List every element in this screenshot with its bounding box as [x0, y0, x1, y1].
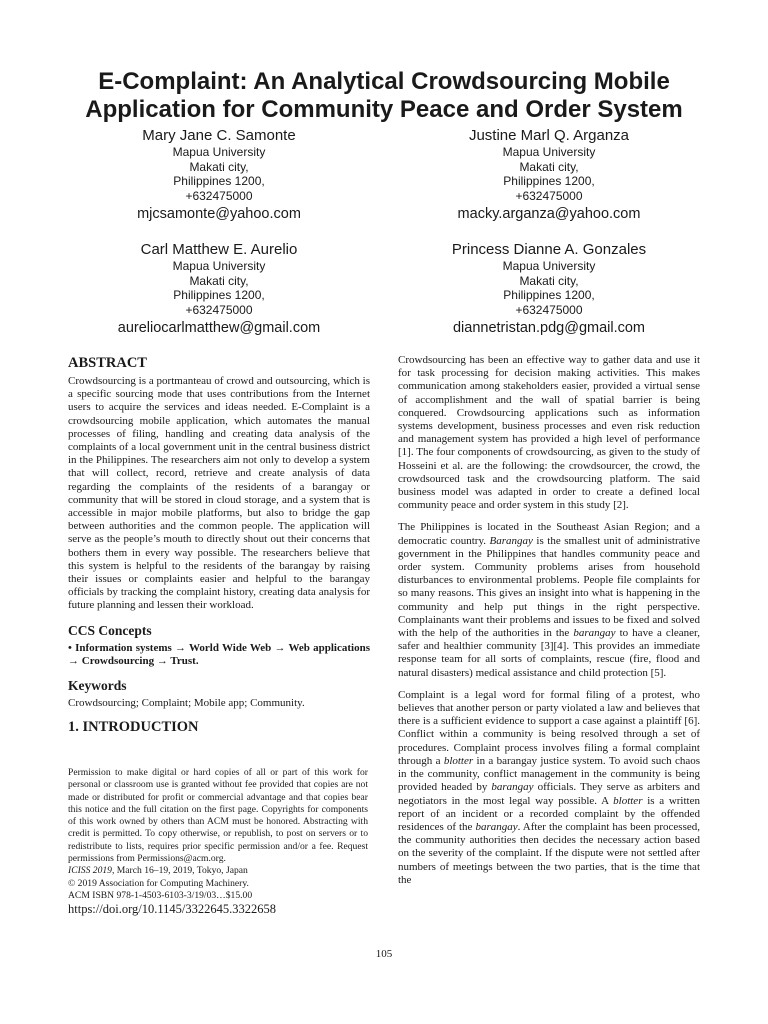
author-block-4 [409, 241, 689, 337]
author-university: Mapua University [502, 259, 596, 273]
keywords-heading: Keywords [68, 678, 127, 694]
permission-text: Permission to make digital or hard copies of all or part of this work for personal or classroom use is granted without fee provided that copies are not made or distributed for profit or commercial advantage and that copies bear this notice and the full citation on the first page. Copyrights for components of this work owned by others than ACM must be honored. Abstracting with credit is permitted. To copy otherwise, or republish, to post on servers or to redistribute to lists, requires prior specific permission and/or a fee. Request permissions from Permissions@acm.org. [68, 767, 368, 865]
author-name: Mary Jane C. Samonte [142, 127, 296, 144]
text-run: in a barangay justice system. To avoid such chaos in the community, conflict management in the community is being provided headed by [398, 754, 700, 794]
author-city: Makati city, [519, 159, 579, 174]
author-phone: +632475000 [185, 188, 253, 203]
paper-title [40, 68, 728, 124]
author-university: Mapua University [172, 259, 266, 273]
author-country: Philippines 1200, [173, 288, 265, 303]
text-run: Complaint is a legal word for formal filing of a protest, who believes that another person or party violated a law and believes that there is a sufficient evidence to support a case against a plaintiff [6]. Conflict within a community is being resolved through a set of procedures. Complaint process involves filing a formal complaint through a [398, 688, 700, 767]
author-email[interactable]: mjcsamonte@yahoo.com [137, 206, 301, 223]
italic-term: blotter [443, 754, 474, 767]
author-city: Makati city, [519, 273, 579, 288]
conference-line [68, 865, 368, 877]
permission-block [68, 767, 368, 917]
author-email[interactable]: aureliocarlmatthew@gmail.com [117, 320, 321, 337]
paragraph-1: Crowdsourcing has been an effective way to gather data and use it for task processing for decision making activities. This makes communication among stakeholders easier, provided a virtual sense of accomplishment and the wall of spatial barrier is being conquered. Crowdsourcing applications such as information systems development, business processes and even risk reduction and management system has provided a high level of performance [1]. The four components of crowdsourcing, as given to the study of Hosseini et al. are the following: the crowdsourcer, the crowd, the crowdsourced task and the crowdsourcing platform. The said business model was adapted in order to create a defined local community peace and order system in this study [2]. [398, 354, 700, 512]
author-block-1 [79, 127, 359, 223]
author-block-3 [79, 241, 359, 337]
text-run: is the smallest unit of administrative government in the Philippines that handles community peace and order system. Community problems arises from household disturbances to environmental problems. People file complaints for so many reasons. This gives an insight into what is happening in the community and help put things in the right perspective. Complainants want their problems and issues to be fixed and solved with the help of the authorities in the [398, 534, 701, 640]
ccs-text: • Information systems → World Wide Web → Web applications → Crowdsourcing → Trust. [68, 641, 370, 667]
author-name: Justine Marl Q. Arganza [468, 127, 630, 144]
text-run: . After the complaint has been processed, the community authorities then decides the necessary action based on the severity of the complaint. If the dispute were not settled after numbers of meetings between the two parties, that is the time that the [398, 820, 700, 886]
text-run: officials. They serve as arbiters and negotiators in the most legal way possible. A [398, 781, 701, 807]
text-run: to have a cleaner, safer and healthier community [3][4]. This provides an immediate response team for all sorts of complaints, rescue (fire, flood and natural disasters) medical assistance and child protection [5]. [398, 627, 700, 679]
author-phone: +632475000 [515, 302, 583, 317]
author-phone: +632475000 [515, 188, 583, 203]
author-name: Princess Dianne A. Gonzales [451, 241, 647, 258]
author-country: Philippines 1200, [173, 174, 265, 189]
author-country: Philippines 1200, [503, 288, 595, 303]
conference-details: , March 16–19, 2019, Tokyo, Japan [111, 865, 248, 877]
italic-term: barangay [573, 627, 616, 640]
author-block-2 [409, 127, 689, 223]
italic-term: Barangay [489, 534, 533, 547]
introduction-heading: 1. INTRODUCTION [68, 719, 199, 736]
author-name: Carl Matthew E. Aurelio [140, 241, 298, 258]
author-email[interactable]: macky.arganza@yahoo.com [457, 206, 641, 223]
abstract-heading: ABSTRACT [68, 355, 147, 371]
ccs-heading: CCS Concepts [68, 622, 152, 638]
doi-link[interactable]: https://doi.org/10.1145/3322645.3322658 [68, 902, 276, 917]
title-line-2: Application for Community Peace and Order System [85, 96, 683, 123]
abstract-text: Crowdsourcing is a portmanteau of crowd and outsourcing, which is a specific sourcing mode that uses contributions from the Internet users to acquire the services and ideas needed. E-Complaint is a crowdsourcing mobile application, which automates the manual processes of filing, handling and creating data analysis of the complaints of a local government unit in the central business district in the Philippines. The researchers aim not only to develop a system that will collect, record, retrieve and create analysis of data regarding the complaints of the residents of a barangay or community that will be stored in cloud storage, and a system that is accessible in major mobile platforms, but also to bridge the gap between authorities and the common people. The application will serve as the people’s mouth to directly shout out their concerns that bothers them in every way possible. The researchers believe that this system is helpful to the residents of the barangay by raising their issues or complaints easier and helpful to the barangay officials by tracking the complaint history, creating data analysis for future planning and lessen their workload. [68, 375, 370, 612]
author-city: Makati city, [189, 273, 249, 288]
author-email[interactable]: diannetristan.pdg@gmail.com [452, 320, 646, 337]
paragraph-3 [398, 689, 700, 887]
italic-term: barangay [491, 781, 534, 794]
text-run: is a written report of an incident or a recorded complaint by the offended residences of the [398, 794, 700, 833]
keywords-text: Crowdsourcing; Complaint; Mobile app; Community. [68, 697, 305, 710]
conference-name: ICISS 2019 [68, 865, 112, 877]
italic-term: barangay [475, 820, 518, 833]
right-column [398, 354, 700, 896]
left-column [68, 355, 370, 739]
isbn-line: ACM ISBN 978-1-4503-6103-3/19/03…$15.00 [68, 889, 253, 901]
author-university: Mapua University [502, 145, 596, 159]
paragraph-2 [398, 521, 700, 679]
author-phone: +632475000 [185, 302, 253, 317]
copyright-line: © 2019 Association for Computing Machinery. [68, 877, 249, 889]
author-country: Philippines 1200, [503, 174, 595, 189]
text-run: The Philippines is located in the Southeast Asian Region; and a democratic country. [398, 521, 700, 547]
author-city: Makati city, [189, 159, 249, 174]
author-university: Mapua University [172, 145, 266, 159]
title-line-1: E-Complaint: An Analytical Crowdsourcing Mobile [98, 68, 670, 95]
page-number: 105 [375, 948, 393, 960]
italic-term: blotter [613, 794, 643, 807]
